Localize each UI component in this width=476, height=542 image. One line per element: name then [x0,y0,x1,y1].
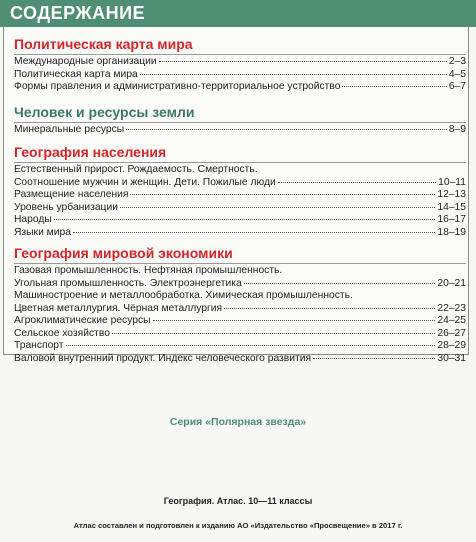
toc-entry[interactable]: Размещение населения 12–13 [14,189,466,200]
contents-header [0,0,476,27]
section-divider [14,263,466,264]
toc-entry[interactable]: Уровень урбанизации 14–15 [14,201,466,213]
section-title: География населения [14,144,167,160]
page-title: СОДЕРЖАНИЕ [10,3,146,23]
publisher-note: Атлас составлен и подготовлен к изданию АО «Издательство «Просвещение» в 2017 г. [73,521,403,530]
toc-entry[interactable]: Языки мира 18–19 [14,226,466,238]
toc-entry[interactable]: Политическая карта мира 4–5 [14,68,466,80]
toc-entry[interactable]: Транспорт 28–29 [14,340,466,351]
toc-entry[interactable]: Валовой внутренний продукт. Индекс человеческого развития 30–31 [14,352,466,364]
toc-entry[interactable]: Соотношение мужчин и женщин. Дети. Пожилые люди 10–11 [14,176,466,188]
toc-entry[interactable]: Международные организации 2–3 [14,56,466,67]
contents-box [3,27,469,364]
toc-entry[interactable]: Народы 16–17 [14,214,466,225]
section-divider [14,54,466,55]
section-human-resources [14,104,466,137]
toc-entry[interactable]: Угольная промышленность. Электроэнергетика 20–21 [14,277,466,289]
toc-entry[interactable]: Агроклиматические ресурсы 24–25 [14,315,466,326]
toc-entry[interactable]: Формы правления и административно-территориальное устройство 6–7 [14,81,466,92]
section-world-economy [14,245,466,365]
section-title: География мировой экономики [14,245,233,261]
toc-group-heading: Газовая промышленность. Нефтяная промышленность. [14,265,283,276]
toc-entry[interactable]: Цветная металлургия. Чёрная металлургия 22–23 [14,302,466,314]
atlas-title: География. Атлас. 10—11 классы [163,496,313,506]
toc-entry[interactable]: Минеральные ресурсы 8–9 [14,124,466,135]
toc-group-heading: Естественный прирост. Рождаемость. Смертность. [14,164,258,175]
section-divider [14,122,466,123]
section-political-map [14,36,466,94]
section-title: Политическая карта мира [14,36,193,52]
section-divider [14,162,466,163]
section-population [14,144,466,239]
toc-group-heading: Машиностроение и металлообработка. Химическая промышленность. [14,290,353,301]
toc-entry[interactable]: Сельское хозяйство 26–27 [14,327,466,339]
section-title: Человек и ресурсы земли [14,104,195,120]
series-name: Серия «Полярная звезда» [169,416,307,428]
